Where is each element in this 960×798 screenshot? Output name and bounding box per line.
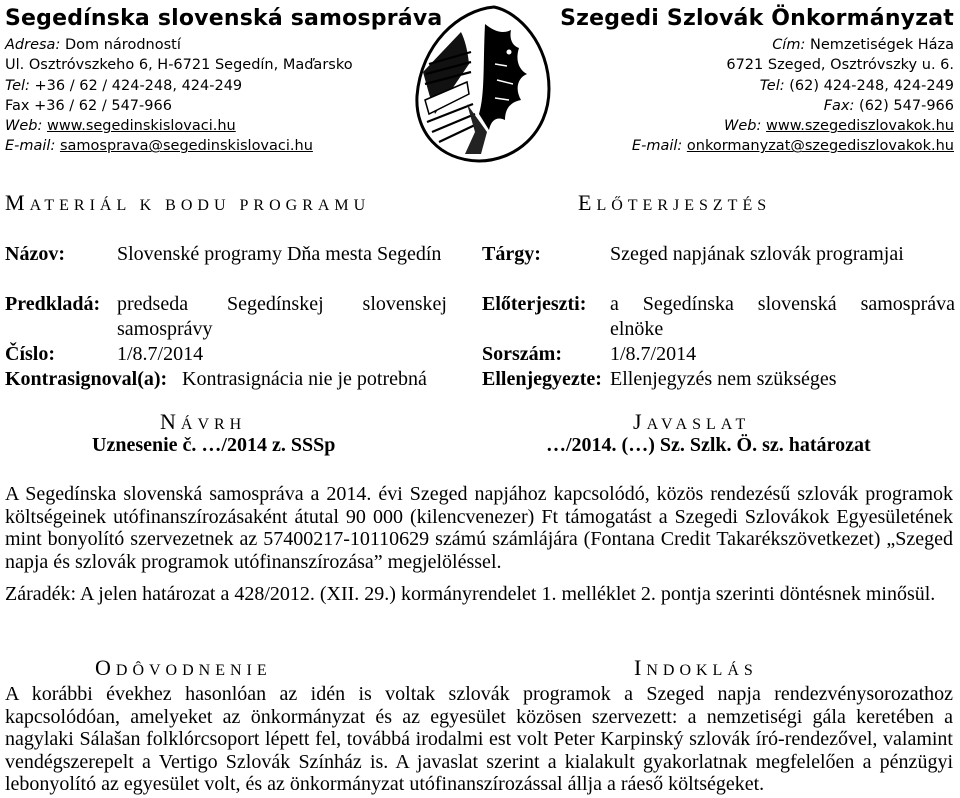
javaslat-heading: JAVASLAT: [633, 409, 751, 434]
subject-value: Szeged napjának szlovák programjai: [610, 243, 904, 265]
left-tel-label: Tel:: [5, 77, 30, 94]
presenter-label: Predkladá:: [5, 293, 101, 315]
left-email-link[interactable]: samosprava@segedinskislovaci.hu: [59, 138, 313, 155]
number-value: 1/8.7/2014: [117, 343, 204, 365]
left-email-label: E-mail:: [5, 138, 56, 155]
left-email-line: [5, 136, 435, 156]
right-email-link[interactable]: onkormanyzat@szegediszlovakok.hu: [686, 138, 954, 155]
countersign-hu-label: Ellenjegyezte:: [482, 368, 602, 390]
left-web-link[interactable]: www.segedinskislovaci.hu: [46, 118, 236, 135]
number-hu-label: Sorszám:: [482, 343, 562, 365]
right-address-label: Cím:: [772, 37, 806, 53]
right-street-line: 6721 Szeged, Osztróvszky u. 6.: [726, 57, 954, 74]
resolution-paragraph: A Segedínska slovenská samospráva a 2014. évi Szeged napjához kapcsolódó, közös rendezésű szlovák programok költségeinek utófinanszírozásaként átutal 90 000 (kilencvenezer) Ft támogatást a Szegedi Szlovákok Egyesületének mint bonyolító szervezetnek az 57400217-10110629 számú számlájára (Fontana Credit Takarékszövetkezet) „Szeged napja és szlovák programok utófinanszírozása” megjelöléssel.: [5, 483, 953, 573]
left-web-line: [5, 116, 435, 136]
left-address-value: Dom národností: [60, 37, 181, 53]
left-tel-line: [5, 76, 435, 96]
right-fax-value: (62) 547-966: [854, 97, 954, 114]
left-street-line: Ul. Osztróvszkeho 6, H-6721 Segedín, Maďarsko: [5, 57, 353, 74]
left-letterhead: [5, 3, 443, 157]
material-heading: MATERIÁL K BODU PROGRAMU: [5, 190, 371, 215]
resolution-hu: …/2014. (…) Sz. Szlk. Ö. sz. határozat: [546, 434, 871, 456]
presenter-hu-label: Előterjeszti:: [482, 293, 587, 315]
resolution-sk: Uznesenie č. …/2014 z. SSSp: [92, 434, 336, 456]
left-address-line: [5, 35, 435, 55]
countersign-hu-value: Ellenjegyzés nem szükséges: [610, 368, 837, 390]
presenter-value: predseda Segedínskej slovenskej samosprávy: [117, 293, 447, 340]
odovodnenie-heading: ODÔVODNENIE: [95, 655, 272, 680]
presenter-hu-value: a Segedínska slovenská samospráva elnöke: [610, 293, 955, 340]
left-letterhead-title: Segedínska slovenská samospráva: [5, 6, 443, 31]
right-letterhead-title: Szegedi Szlovák Önkormányzat: [560, 6, 954, 31]
right-web-line: [524, 116, 954, 136]
left-fax-line: Fax +36 / 62 / 547-966: [5, 97, 172, 114]
countersign-value: Kontrasignácia nie je potrebná: [182, 368, 427, 390]
right-web-link[interactable]: www.szegediszlovakok.hu: [766, 118, 954, 135]
right-tel-label: Tel:: [759, 77, 785, 94]
right-web-label: Web:: [724, 118, 762, 135]
left-tel-value: +36 / 62 / 424-248, 424-249: [29, 77, 243, 94]
indoklas-heading: INDOKLÁS: [634, 655, 758, 680]
right-address-line: [524, 35, 954, 55]
right-address-value: Nemzetiségek Háza: [805, 37, 954, 53]
left-web-label: Web:: [5, 118, 43, 135]
subject-label: Tárgy:: [482, 243, 541, 265]
name-label: Názov:: [5, 243, 65, 265]
right-fax-line: [524, 96, 954, 116]
proposal-heading-hu: ELŐTERJESZTÉS: [578, 190, 772, 215]
right-tel-value: (62) 424-248, 424-249: [784, 77, 954, 94]
countersign-label: Kontrasignoval(a):: [5, 368, 168, 390]
right-letterhead: [524, 3, 954, 157]
clause-paragraph: Záradék: A jelen határozat a 428/2012. (XII. 29.) kormányrendelet 1. melléklet 2. pontja szerinti döntésnek minősül.: [5, 583, 936, 605]
justification-paragraph: A korábbi évekhez hasonlóan az idén is voltak szlovák programok a Szeged napja rendezvénysorozathoz kapcsolódóan, amelyeket az önkormányzat és az egyesület közösen szervezett: a nemzetiségi gála keretében a nagylaki Sálašan folklórcsoport lépett fel, továbbá irodalmi est volt Peter Karpinský szlovák író-rendezővel, valamint vendégszerepelt a Vertigo Szlovák Színház is. A javaslat szerint a kialakult gyakorlatnak megfelelően a pénzügyi lebonyolító az egyesület volt, és az önkormányzat utófinanszírozással állja a ráeső költségeket.: [5, 683, 953, 795]
name-value: Slovenské programy Dňa mesta Segedín: [117, 243, 442, 265]
right-email-line: [524, 136, 954, 156]
number-hu-value: 1/8.7/2014: [610, 343, 697, 365]
right-email-label: E-mail:: [631, 138, 683, 155]
right-fax-label: Fax:: [823, 97, 855, 114]
left-address-label: Adresa:: [5, 37, 61, 53]
number-label: Číslo:: [5, 343, 55, 365]
navrh-heading: NÁVRH: [160, 409, 247, 434]
right-tel-line: [524, 76, 954, 96]
